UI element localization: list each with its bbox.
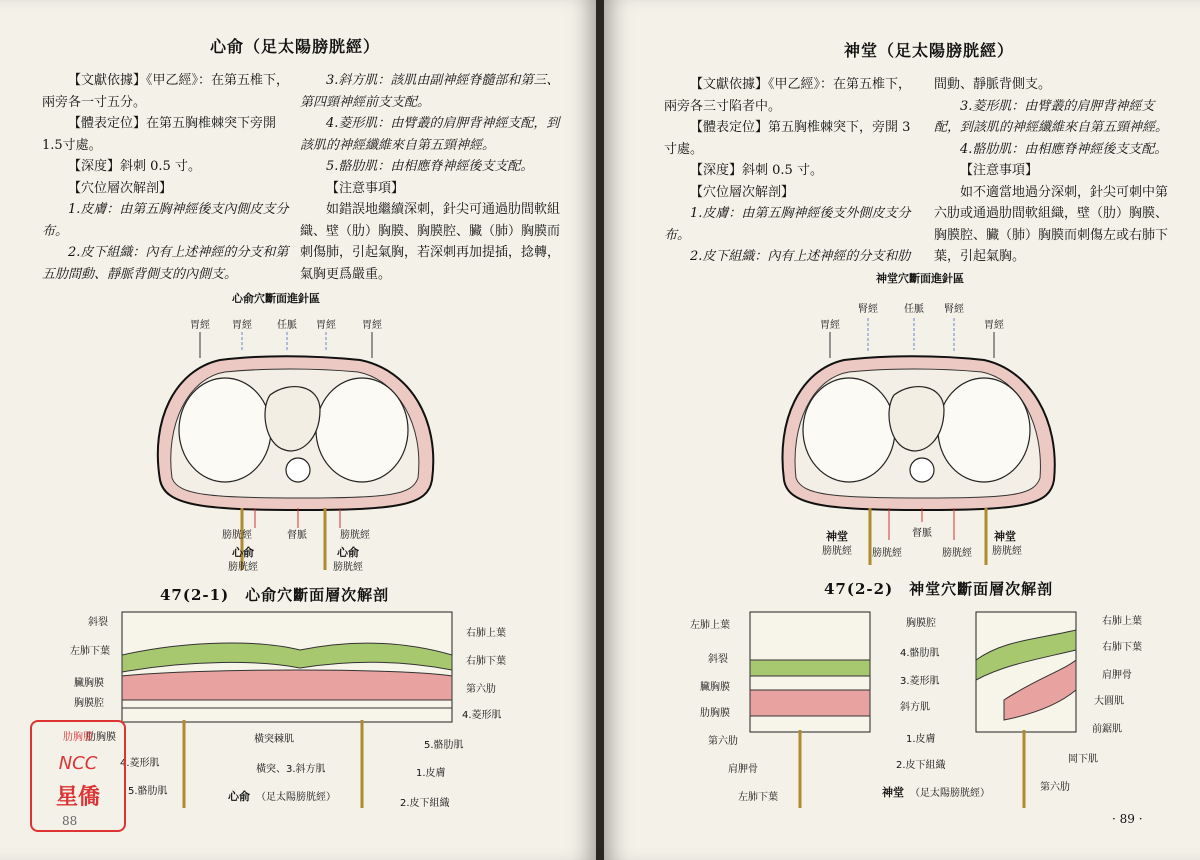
right-bottom-label-c: 督脈 — [912, 528, 932, 539]
left-top-label-5: 胃經 — [362, 320, 382, 331]
right-detail-lung-band-left — [750, 660, 870, 676]
right-detail-bottom-title: 神堂 — [882, 786, 904, 799]
left-figure-caption: 47(2-1) 心俞穴斷面層次解剖 — [160, 586, 390, 604]
left-lung-right — [316, 378, 408, 482]
right-top-label-4: 腎經 — [944, 304, 964, 315]
right-literature: 【文獻依據】《甲乙經》：在第五椎下，兩旁各三寸陷者中。 — [664, 77, 912, 114]
left-rhomboid: 4.菱形肌：由臂叢的肩胛背神經支配，到該肌的神經纖維來自第五頸神經。 — [300, 116, 560, 153]
right-detail-r3: 肩胛骨 — [1102, 670, 1132, 681]
left-skin: 1.皮膚：由第五胸神經後支內側皮支分布。 — [42, 202, 289, 239]
left-detail-r5: 5.骼肋肌 — [424, 740, 464, 751]
right-lung-left — [803, 378, 895, 482]
stamp-text-top: 肋胸膜 — [63, 732, 93, 743]
right-bottom-label-d: 膀胱經 — [942, 548, 972, 559]
right-detail-m1: 胸膜腔 — [906, 618, 936, 629]
right-vertebra — [910, 458, 934, 482]
right-detail-l1: 左肺上葉 — [690, 620, 730, 631]
right-subcutaneous-cont: 間動、靜脈背側支。 — [934, 77, 1052, 92]
left-bottom-label-d2: 膀胱經 — [228, 562, 258, 573]
left-page-title: 心俞（足太陽膀胱經） — [210, 37, 381, 56]
right-lung-right — [938, 378, 1030, 482]
left-detail-l1: 斜裂 — [88, 617, 108, 628]
left-detail-r7: 2.皮下組織 — [400, 798, 450, 809]
right-page-title: 神堂（足太陽膀胱經） — [844, 41, 1015, 60]
stamp-text-bottom: 星僑 — [55, 785, 100, 810]
book-gutter — [596, 0, 604, 860]
right-detail-r6: 岡下肌 — [1068, 754, 1098, 765]
right-top-label-5: 胃經 — [984, 320, 1004, 331]
left-bottom-label-a: 膀胱經 — [222, 530, 252, 541]
left-detail-r3: 第六肋 — [466, 684, 496, 695]
right-top-label-2: 腎經 — [858, 304, 878, 315]
stamp-text-mid: NCC — [58, 753, 98, 774]
right-detail-l4: 肋胸膜 — [700, 708, 730, 719]
left-depth: 【深度】斜刺 0.5 寸。 — [68, 159, 201, 174]
left-detail-m2: 橫突、3.斜方肌 — [256, 764, 326, 775]
right-subcutaneous: 2.皮下組織：內有上述神經的分支和肋 — [690, 249, 911, 264]
right-bottom-label-b: 膀胱經 — [872, 548, 902, 559]
right-bottom-label-a2: 膀胱經 — [822, 546, 852, 557]
right-cautions-heading: 【注意事項】 — [960, 163, 1039, 178]
left-detail-l5: 肋胸膜 — [86, 732, 116, 743]
left-bottom-label-e1: 心俞 — [337, 546, 359, 559]
right-page-number: · 89 · — [1112, 812, 1143, 826]
publisher-stamp — [30, 720, 126, 832]
right-detail-m2: 4.骼肋肌 — [900, 648, 940, 659]
left-subcutaneous: 2.皮下組織：內有上述神經的分支和第五肋間動、靜脈背側支的內側支。 — [42, 245, 289, 282]
left-bottom-label-e2: 膀胱經 — [333, 562, 363, 573]
right-detail-muscle-band-left — [750, 690, 870, 716]
right-bottom-label-a1: 神堂 — [826, 530, 848, 543]
right-top-label-3: 任脈 — [904, 304, 924, 315]
right-bottom-label-e1: 神堂 — [994, 530, 1016, 543]
left-detail-l4: 胸膜腔 — [74, 698, 104, 709]
left-detail-m1: 橫突棘肌 — [254, 734, 294, 745]
right-figure-caption: 47(2-2) 神堂穴斷面層次解剖 — [824, 580, 1054, 598]
right-detail-m4: 斜方肌 — [900, 702, 930, 713]
right-skin: 1.皮膚：由第五胸神經後支外側皮支分布。 — [664, 206, 911, 243]
left-vertebra — [286, 458, 310, 482]
left-detail-r6: 1.皮膚 — [416, 768, 446, 779]
left-bottom-label-c: 膀胱經 — [340, 530, 370, 541]
right-location: 【體表定位】第五胸椎棘突下，旁開 3寸處。 — [664, 120, 911, 157]
right-detail-m6: 2.皮下組織 — [896, 760, 946, 771]
right-detail-r5: 前鋸肌 — [1092, 724, 1122, 735]
right-detail-l3: 臟胸膜 — [700, 682, 730, 693]
right-cross-section-diagram — [604, 0, 1200, 860]
right-detail-r4: 大圓肌 — [1094, 696, 1124, 707]
left-bottom-label-d1: 心俞 — [232, 546, 254, 559]
right-detail-l6: 肩胛骨 — [728, 764, 758, 775]
left-detail-bottom-title: 心俞 — [228, 790, 250, 803]
left-cautions-text: 如錯誤地繼續深刺，針尖可通過肋間軟組織、壁（肋）胸膜、胸膜腔、臟（肺）胸膜而刺傷肺，引起氣胸，若深刺再加提插，捻轉，氣胸更爲嚴重。 — [300, 202, 561, 282]
left-top-label-2: 胃經 — [232, 320, 252, 331]
right-detail-bottom-sub: （足太陽膀胱經） — [910, 788, 990, 799]
right-detail-l7: 左肺下葉 — [738, 792, 778, 803]
left-detail-muscle-band — [122, 670, 452, 700]
left-trapezius: 3.斜方肌：該肌由副神經脊髓部和第三、第四頸神經前支支配。 — [300, 73, 560, 110]
right-depth: 【深度】斜刺 0.5 寸。 — [690, 163, 823, 178]
left-literature: 【文獻依據】《甲乙經》：在第五椎下，兩旁各一寸五分。 — [42, 73, 290, 110]
right-cautions-text: 如不適當地過分深刺，針尖可刺中第六肋或通過肋間軟組織，壁（肋）胸膜、胸膜腔、臟（肺）胸膜而刺傷左或右肺下葉，引起氣胸。 — [934, 184, 1169, 264]
left-detail-l6: 4.菱形肌 — [120, 758, 160, 769]
left-detail-bottom-sub: （足太陽膀胱經） — [256, 792, 336, 803]
left-detail-l2: 左肺下葉 — [70, 646, 110, 657]
left-anatomy-heading: 【穴位層次解剖】 — [68, 180, 173, 196]
right-rhomboid: 3.菱形肌：由臂叢的肩胛背神經支配，到該肌的神經纖維來自第五頸神經。 — [934, 98, 1169, 135]
right-detail-l5: 第六肋 — [708, 736, 738, 747]
left-page-number: 88 — [62, 814, 78, 828]
left-detail-r2: 右肺下葉 — [466, 656, 506, 667]
left-iliocostalis: 5.骼肋肌：由相應脊神經後支支配。 — [326, 159, 534, 174]
right-anatomy-heading: 【穴位層次解剖】 — [690, 184, 795, 200]
left-detail-l7: 5.骼肋肌 — [128, 786, 168, 797]
left-detail-r4: 4.菱形肌 — [462, 710, 502, 721]
left-top-label-3: 任脈 — [277, 320, 297, 331]
left-cautions-heading: 【注意事項】 — [326, 180, 405, 196]
left-location: 【體表定位】在第五胸椎棘突下旁開1.5寸處。 — [42, 116, 277, 153]
left-page — [0, 0, 596, 860]
right-detail-r7: 第六肋 — [1040, 782, 1070, 793]
right-detail-l2: 斜裂 — [708, 654, 728, 665]
left-top-label-1: 胃經 — [190, 320, 210, 331]
right-diagram-title: 神堂穴斷面進針區 — [876, 272, 964, 285]
right-detail-r1: 右肺上葉 — [1102, 616, 1142, 627]
left-detail-l3: 臟胸膜 — [74, 678, 104, 689]
right-page — [604, 0, 1200, 860]
left-bottom-label-b: 督脈 — [287, 530, 307, 541]
left-lung-left — [179, 378, 271, 482]
right-iliocostalis: 4.骼肋肌：由相應脊神經後支支配。 — [960, 141, 1168, 157]
right-bottom-label-e2: 膀胱經 — [992, 546, 1022, 557]
left-detail-section — [122, 612, 452, 722]
right-detail-m5: 1.皮膚 — [906, 734, 936, 745]
left-top-label-4: 胃經 — [316, 320, 336, 331]
right-detail-m3: 3.菱形肌 — [900, 676, 940, 687]
left-detail-r1: 右肺上葉 — [466, 628, 506, 639]
right-top-label-1: 胃經 — [820, 320, 840, 331]
right-detail-r2: 右肺下葉 — [1102, 642, 1142, 653]
left-diagram-title: 心俞穴斷面進針區 — [232, 292, 320, 305]
